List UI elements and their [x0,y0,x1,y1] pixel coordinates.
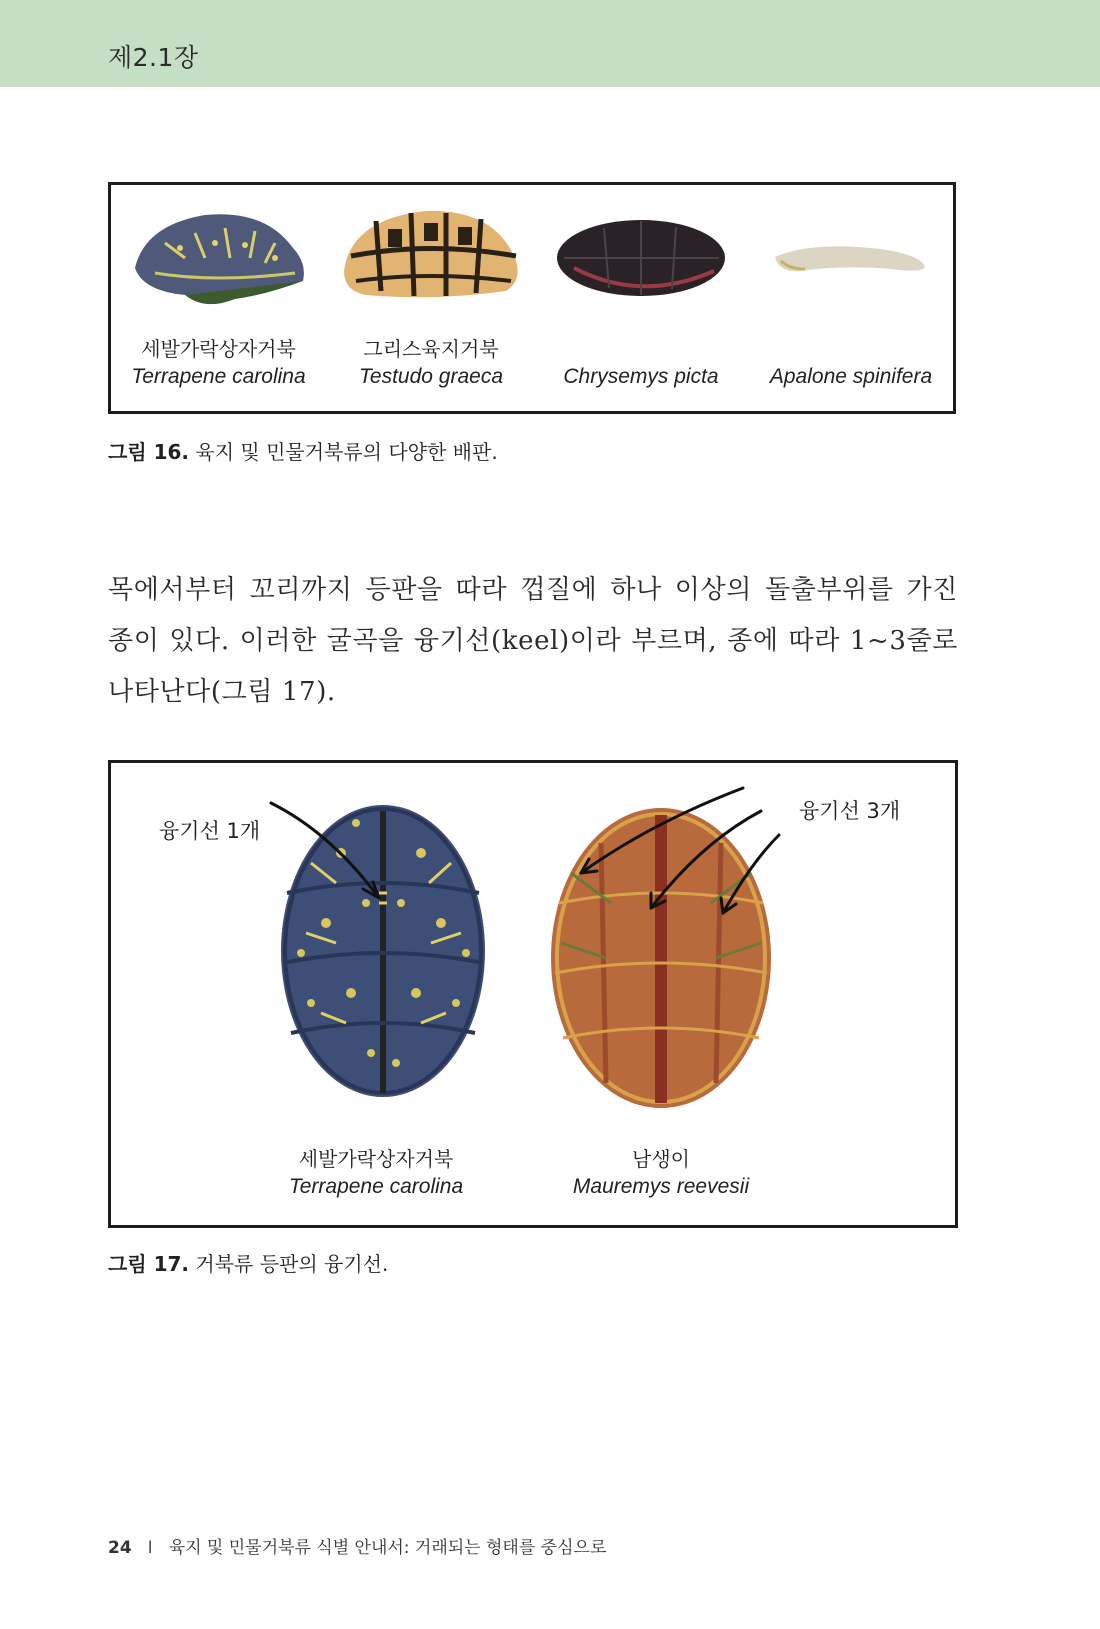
softshell-turtle-shell-image [771,235,931,285]
fig16-scientific-name: Apalone spinifera [769,365,933,388]
figure-17-caption [108,1248,388,1277]
fig16-scientific-name: Testudo graeca [359,365,503,388]
caption-label: 그림 17. [108,1252,190,1276]
greek-tortoise-shell-image [336,201,526,311]
keel-label-one: 융기선 1개 [159,819,261,843]
chapter-label: 제2.1장 [108,43,199,72]
body-paragraph: 목에서부터 꼬리까지 등판을 따라 껍질에 하나 이상의 돌출부위를 가진 종이 있다. 이러한 굴곡을 융기선(keel)이라 부르며, 종에 따라 1~3줄로 나타난다(그림 17). [108,575,958,707]
caption-text: 육지 및 민물거북류의 다양한 배판. [195,440,498,464]
figure-16-box [108,182,956,414]
fig16-korean-name: 세발가락상자거북 [141,337,296,361]
fig16-item-testudo [326,185,536,411]
figure-17-illustration [111,763,955,1143]
figure-16-caption [108,436,498,465]
footer-separator: I [147,1538,153,1558]
caption-text: 거북류 등판의 융기선. [195,1252,389,1276]
fig16-item-terrapene [111,185,326,411]
fig17-scientific-name: Terrapene carolina [288,1175,464,1198]
fig17-korean-name: 남생이 [632,1147,690,1171]
book-title: 육지 및 민물거북류 식별 안내서: 거래되는 형태를 중심으로 [168,1538,607,1558]
caption-label: 그림 16. [108,440,190,464]
box-turtle-shell-image [125,203,315,313]
page-number: 24 [108,1538,132,1558]
fig17-scientific-name: Mauremys reevesii [572,1175,750,1198]
fig16-item-chrysemys [536,185,746,411]
keel-label-three: 융기선 3개 [799,799,901,823]
reeves-turtle-carapace-image [551,808,771,1108]
fig16-scientific-name: Chrysemys picta [563,365,719,388]
page-footer [108,1533,606,1558]
fig16-scientific-name: Terrapene carolina [131,365,306,388]
box-turtle-carapace-image [281,805,485,1097]
fig17-korean-name: 세발가락상자거북 [298,1147,454,1171]
painted-turtle-shell-image [554,213,729,303]
figure-17-box [108,760,958,1228]
fig16-korean-name: 그리스육지거북 [363,337,499,361]
fig16-item-apalone [746,185,956,411]
